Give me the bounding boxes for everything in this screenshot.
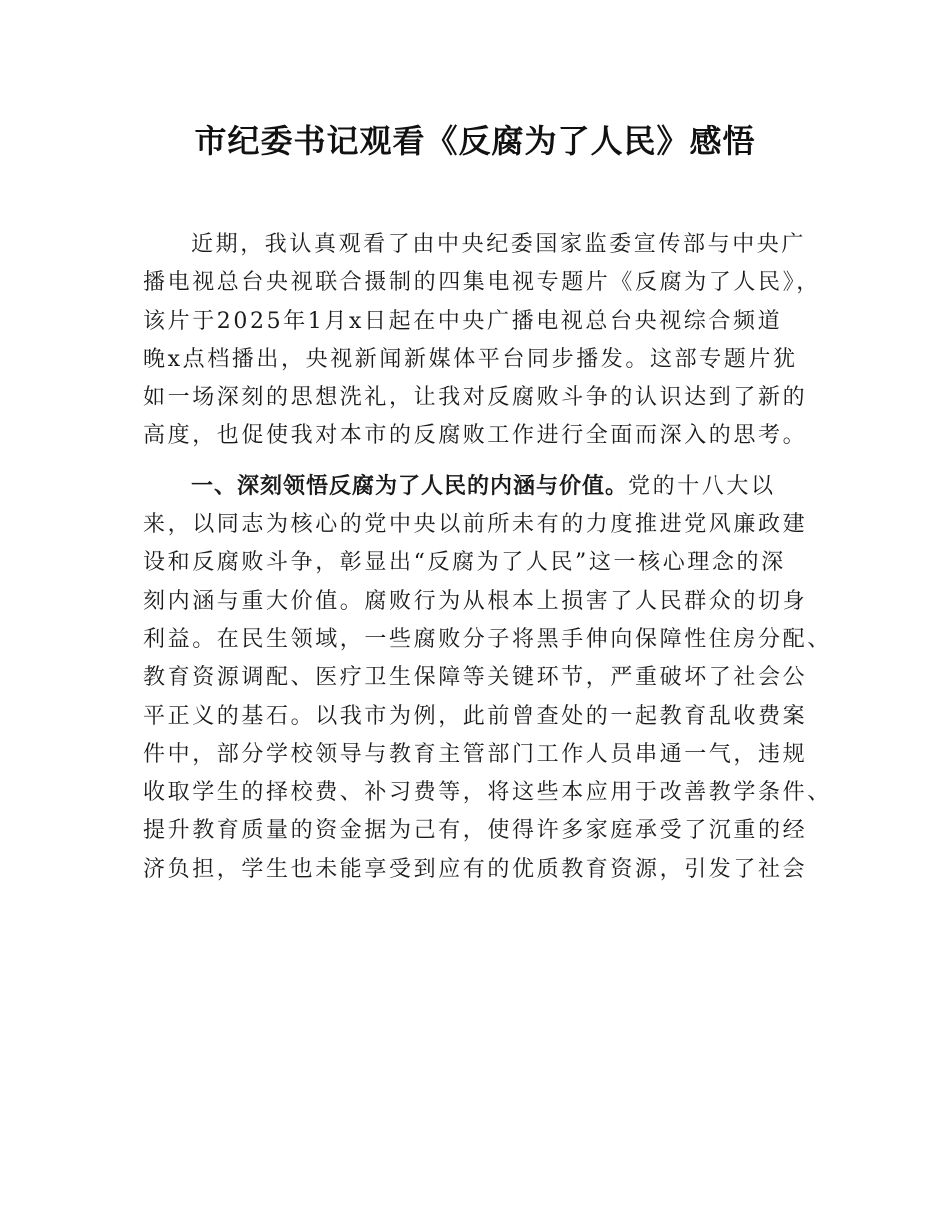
paragraph-line: 件中，部分学校领导与教育主管部门工作人员串通一气，违规 xyxy=(143,741,808,767)
paragraph-line: 提升教育质量的资金据为己有，使得许多家庭承受了沉重的经 xyxy=(143,818,808,844)
paragraph-line: 如一场深刻的思想洗礼，让我对反腐败斗争的认识达到了新的 xyxy=(143,385,808,411)
paragraph-line: 收取学生的择校费、补习费等，将这些本应用于改善教学条件、 xyxy=(143,780,832,806)
paragraph-line: 设和反腐败斗争，彰显出“反腐为了人民”这一核心理念的深 xyxy=(143,550,786,576)
document-title: 市纪委书记观看《反腐为了人民》感悟 xyxy=(194,122,756,160)
paragraph-line: 晚x点档播出，央视新闻新媒体平台同步播发。这部专题片犹 xyxy=(143,346,798,372)
section-first-line-text: 党的十八大以 xyxy=(628,473,776,499)
paragraph-line: 济负担，学生也未能享受到应有的优质教育资源，引发了社会 xyxy=(143,856,808,882)
paragraph-line: 播电视总台央视联合摄制的四集电视专题片《反腐为了人民》， xyxy=(143,270,821,296)
section-first-line xyxy=(143,468,823,506)
paragraph-line: 近期，我认真观看了由中央纪委国家监委宣传部与中央广 xyxy=(191,232,807,257)
paragraph-line: 刻内涵与重大价值。腐败行为从根本上损害了人民群众的切身 xyxy=(143,588,808,614)
paragraph-gap xyxy=(143,456,823,468)
document-body xyxy=(143,226,832,889)
paragraph-line: 该片于2025年1月x日起在中央广播电视总台央视综合频道 xyxy=(143,308,783,334)
paragraph-line: 高度，也促使我对本市的反腐败工作进行全面而深入的思考。 xyxy=(143,423,808,449)
section-heading: 一、深刻领悟反腐为了人民的内涵与价值。 xyxy=(191,473,629,499)
paragraph-line: 教育资源调配、医疗卫生保障等关键环节，严重破坏了社会公 xyxy=(143,665,808,691)
paragraph-line: 平正义的基石。以我市为例，此前曾查处的一起教育乱收费案 xyxy=(143,703,808,729)
paragraph-line: 利益。在民生领域，一些腐败分子将黑手伸向保障性住房分配、 xyxy=(143,626,832,652)
paragraph-line: 来，以同志为核心的党中央以前所未有的力度推进党风廉政建 xyxy=(143,512,808,538)
